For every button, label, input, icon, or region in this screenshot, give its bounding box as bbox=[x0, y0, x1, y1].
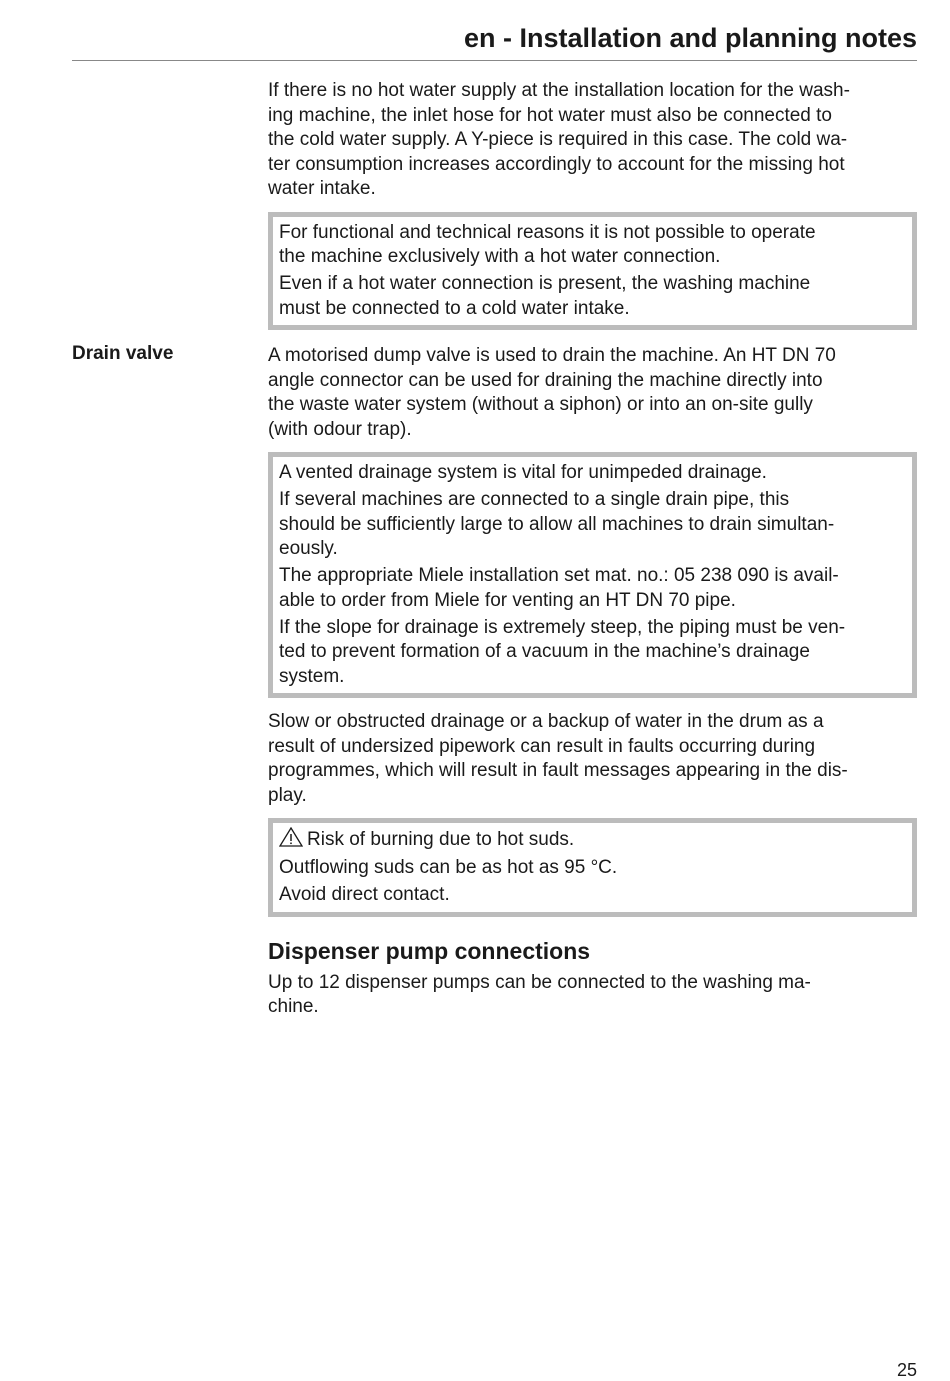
section-heading-dispenser: Dispenser pump connections bbox=[268, 937, 591, 964]
note-paragraph bbox=[279, 564, 906, 613]
text-line: programmes, which will result in fault messages appearing in the dis- bbox=[268, 760, 848, 781]
text-line: For functional and technical reasons it is not possible to operate bbox=[279, 221, 816, 243]
paragraph-dispenser bbox=[268, 971, 917, 1020]
page-header bbox=[72, 18, 917, 61]
warning-title: Risk of burning due to hot suds. bbox=[307, 829, 575, 850]
text-line: ted to prevent formation of a vacuum in the machine’s drainage bbox=[279, 641, 810, 662]
text-line: the cold water supply. A Y-piece is required in this case. The cold wa- bbox=[268, 129, 848, 150]
text-line: water intake. bbox=[268, 178, 376, 199]
warning-triangle-icon bbox=[279, 827, 303, 847]
paragraph-drain-valve bbox=[268, 344, 917, 442]
text-line: able to order from Miele for venting an HT DN 70 pipe. bbox=[279, 589, 736, 611]
note-paragraph bbox=[279, 221, 906, 270]
text-line: If there is no hot water supply at the installation location for the wash- bbox=[268, 80, 850, 101]
text-line: Up to 12 dispenser pumps can be connected to the washing ma- bbox=[268, 971, 811, 993]
text-line: If several machines are connected to a single drain pipe, this bbox=[279, 489, 790, 510]
text-line: angle connector can be used for draining the machine directly into bbox=[268, 369, 823, 391]
text-line: system. bbox=[279, 665, 345, 687]
text-line: the waste water system (without a siphon) or into an on-site gully bbox=[268, 394, 813, 415]
text-line: ing machine, the inlet hose for hot water must also be connected to bbox=[268, 104, 832, 126]
note-paragraph bbox=[279, 488, 906, 562]
page-title: en - Installation and planning notes bbox=[463, 23, 917, 53]
text-line: the machine exclusively with a hot water connection. bbox=[279, 246, 721, 267]
page-number: 25 bbox=[896, 1360, 917, 1380]
note-paragraph bbox=[279, 461, 906, 486]
text-line: ter consumption increases accordingly to account for the missing hot bbox=[268, 153, 845, 175]
text-line: eously. bbox=[279, 538, 338, 559]
text-line: should be sufficiently large to allow all machines to drain simultan- bbox=[279, 513, 835, 535]
warning-line: Outflowing suds can be as hot as 95 °C. bbox=[279, 856, 618, 878]
side-label-drain-valve: Drain valve bbox=[72, 343, 174, 364]
paragraph-hot-water bbox=[268, 79, 917, 202]
warning-line: Avoid direct contact. bbox=[279, 884, 450, 905]
warning-box bbox=[268, 818, 917, 917]
text-line: Even if a hot water connection is present, the washing machine bbox=[279, 273, 811, 294]
text-line: must be connected to a cold water intake. bbox=[279, 297, 630, 319]
note-box-drainage bbox=[268, 452, 917, 698]
main-content bbox=[268, 79, 917, 1020]
paragraph-slow-drainage bbox=[268, 710, 917, 808]
text-line: (with odour trap). bbox=[268, 418, 412, 440]
note-paragraph bbox=[279, 272, 906, 321]
text-line: Slow or obstructed drainage or a backup of water in the drum as a bbox=[268, 711, 824, 732]
text-line: If the slope for drainage is extremely steep, the piping must be ven- bbox=[279, 616, 846, 638]
text-line: chine. bbox=[268, 996, 319, 1017]
text-line: The appropriate Miele installation set mat. no.: 05 238 090 is avail- bbox=[279, 565, 839, 586]
note-box-hot-water bbox=[268, 212, 917, 331]
text-line: A vented drainage system is vital for unimpeded drainage. bbox=[279, 462, 767, 483]
text-line: play. bbox=[268, 784, 307, 806]
note-paragraph bbox=[279, 616, 906, 690]
text-line: A motorised dump valve is used to drain the machine. An HT DN 70 bbox=[268, 345, 836, 366]
text-line: result of undersized pipework can result in faults occurring during bbox=[268, 735, 816, 757]
